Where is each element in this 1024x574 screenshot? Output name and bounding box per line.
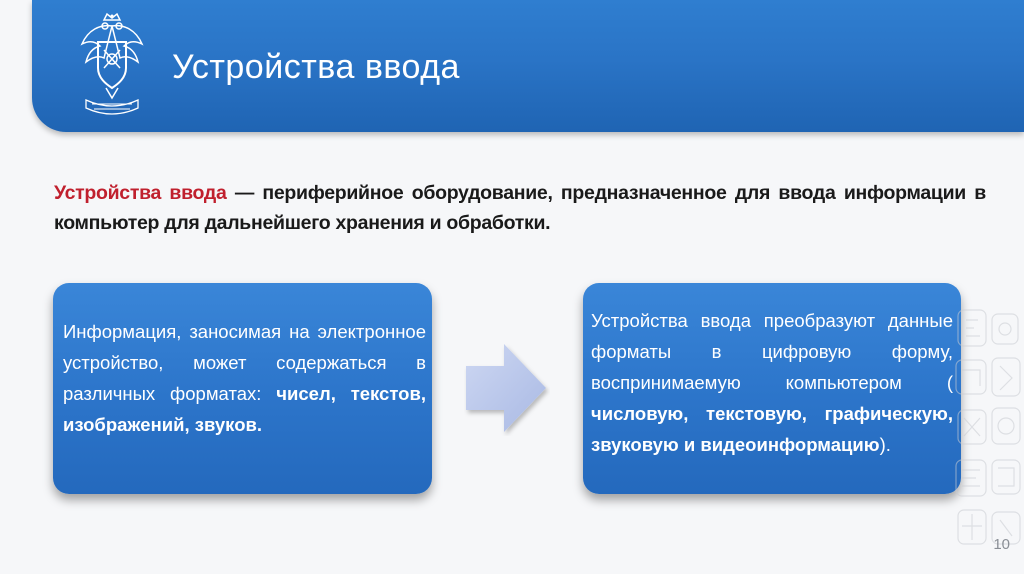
- definition-term: Устройства ввода: [54, 182, 227, 204]
- info-box-formats-text: [63, 316, 426, 440]
- definition-paragraph: [54, 178, 986, 238]
- university-logo: [78, 12, 146, 120]
- info-box-conversion-text: [591, 305, 953, 460]
- definition-text: периферийное оборудование, предназначенное для ввода информации в компьютер для дальнейшего хранения и обработки.: [54, 182, 986, 234]
- info-box-formats-bold: чисел, текстов, изображений, звуков.: [63, 383, 426, 435]
- info-box-conversion-plain: Устройства ввода преобразуют данные форматы в цифровую форму, воспринимаемую компьютером (: [591, 310, 953, 393]
- info-box-conversion-bold: числовую, текстовую, графическую, звуковую и видеоинформацию: [591, 403, 953, 455]
- info-box-formats: [53, 283, 432, 494]
- info-box-formats-plain: Информация, заносимая на электронное устройство, может содержаться в различных форматах:: [63, 321, 426, 404]
- info-box-conversion-end: ).: [879, 434, 891, 455]
- circuit-pattern-decoration: [952, 300, 1024, 574]
- slide-title: Устройства ввода: [172, 48, 460, 86]
- header-banner: [32, 0, 1024, 132]
- page-number: 10: [993, 536, 1010, 553]
- right-arrow-icon: [464, 340, 550, 436]
- emblem-icon: [78, 12, 146, 120]
- info-box-conversion: [583, 283, 961, 494]
- definition-dash: —: [226, 182, 263, 204]
